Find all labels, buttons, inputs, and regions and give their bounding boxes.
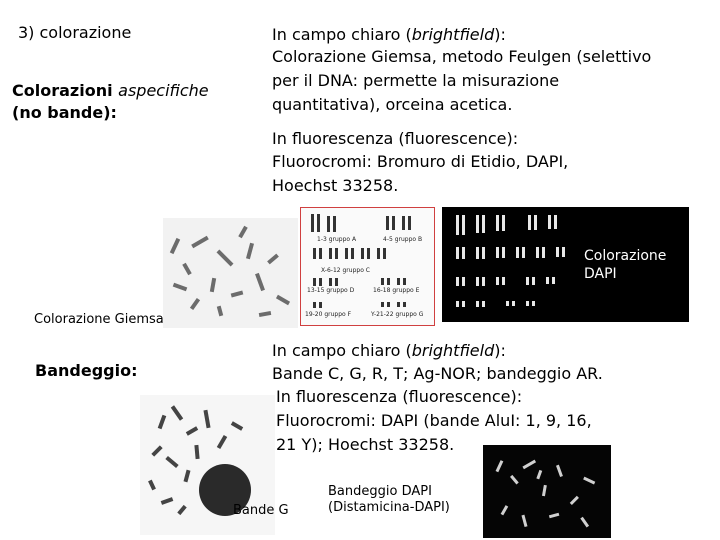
banding-italic: brightfield bbox=[411, 341, 495, 360]
banding-line1 bbox=[272, 340, 506, 362]
aspecific-label-text: Colorazioni bbox=[12, 81, 119, 100]
dapi-banding-caption bbox=[328, 484, 450, 516]
karyotype-group-d: 13-15 gruppo D bbox=[307, 287, 355, 294]
dapi-banding-caption-line1: Bandeggio DAPI bbox=[328, 484, 432, 499]
fluorescence-line3: Hoechst 33258. bbox=[272, 176, 399, 195]
aspecific-label-line2: (no bande): bbox=[12, 103, 117, 122]
giemsa-chromosomes-graphic bbox=[163, 218, 298, 328]
karyotype-group-c: X-6-12 gruppo C bbox=[321, 267, 370, 274]
section-heading: 3) colorazione bbox=[18, 23, 132, 42]
banding-line3: In fluorescenza (fluorescence): bbox=[276, 387, 523, 406]
brightfield-prefix: In campo chiaro ( bbox=[272, 25, 412, 44]
dapi-label bbox=[584, 247, 687, 283]
karyotype-group-e: 16-18 gruppo E bbox=[373, 287, 420, 294]
banding-prefix: In campo chiaro ( bbox=[272, 341, 412, 360]
banding-suffix: ): bbox=[494, 341, 506, 360]
karyotype-group-g: Y-21-22 gruppo G bbox=[371, 311, 424, 318]
bande-g-caption: Bande G bbox=[233, 503, 289, 518]
aspecific-label bbox=[12, 80, 209, 102]
fluorescence-line2: Fluorocromi: Bromuro di Etidio, DAPI, bbox=[272, 152, 569, 171]
brightfield-line3: per il DNA: permette la misurazione bbox=[272, 71, 560, 90]
dapi-karyotype-image bbox=[442, 207, 689, 322]
karyotype-group-b: 4-5 gruppo B bbox=[383, 236, 423, 243]
dapi-banding-image bbox=[483, 445, 611, 538]
giemsa-spread-image bbox=[163, 218, 298, 328]
brightfield-italic: brightfield bbox=[411, 25, 495, 44]
banding-line5: 21 Y); Hoechst 33258. bbox=[276, 435, 455, 454]
karyotype-group-a: 1-3 gruppo A bbox=[317, 236, 357, 243]
banding-label: Bandeggio: bbox=[35, 361, 138, 380]
karyotype-image bbox=[300, 207, 435, 326]
brightfield-suffix: ): bbox=[494, 25, 506, 44]
aspecific-label-italic: aspecifiche bbox=[118, 81, 209, 100]
giemsa-caption: Colorazione Giemsa bbox=[34, 312, 164, 327]
banding-line2: Bande C, G, R, T; Ag-NOR; bandeggio AR. bbox=[272, 364, 603, 383]
banding-line4: Fluorocromi: DAPI (bande AluI: 1, 9, 16, bbox=[276, 411, 592, 430]
dapi-banding-chromosomes-graphic bbox=[483, 445, 611, 538]
dapi-banding-caption-line2: (Distamicina-DAPI) bbox=[328, 500, 450, 515]
brightfield-line4: quantitativa), orceina acetica. bbox=[272, 95, 513, 114]
karyotype-group-f: 19-20 gruppo F bbox=[305, 311, 352, 318]
dapi-label-line1: Colorazione bbox=[584, 248, 667, 264]
brightfield-line1 bbox=[272, 24, 506, 46]
dapi-label-line2: DAPI bbox=[584, 266, 617, 282]
fluorescence-line1: In fluorescenza (fluorescence): bbox=[272, 129, 519, 148]
brightfield-line2: Colorazione Giemsa, metodo Feulgen (selettivo bbox=[272, 47, 652, 66]
